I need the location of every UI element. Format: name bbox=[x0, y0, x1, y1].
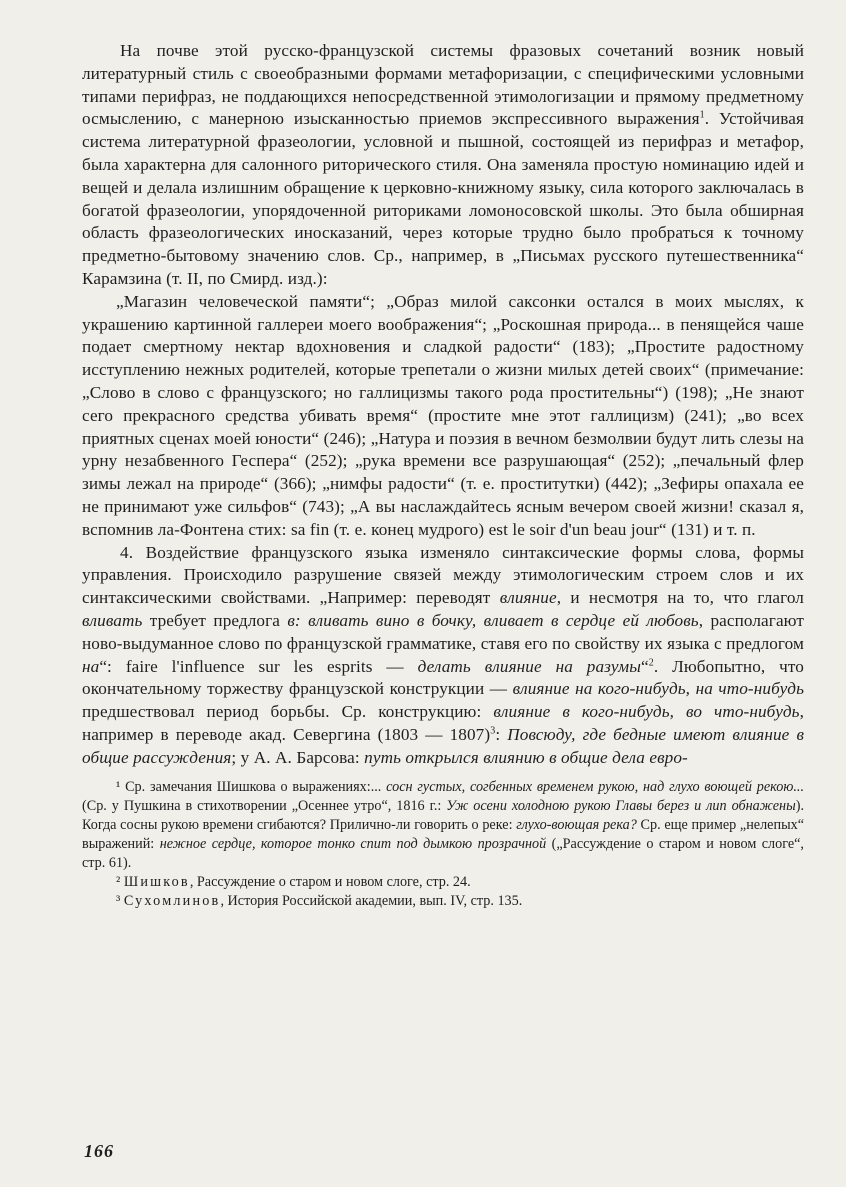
footnote-author: Сухомлинов bbox=[123, 892, 221, 909]
italic-term: вливать bbox=[82, 610, 143, 630]
paragraph bbox=[82, 40, 804, 291]
italic-example: Повсюду, где бедные имеют влияние в общие рассуждения bbox=[82, 724, 805, 767]
italic-term: на bbox=[82, 656, 100, 676]
footnote-2 bbox=[82, 873, 804, 892]
text-run: , История Российской академии, вып. IV, стр. 135. bbox=[220, 892, 523, 909]
text-run: “: faire l'influence sur les esprits — bbox=[99, 656, 418, 676]
main-text bbox=[82, 40, 804, 770]
text-run: требует предлога bbox=[142, 610, 288, 630]
text-run: ¹ Ср. замечания Шишкова о выражениях:... bbox=[116, 778, 387, 795]
text-run: (Ср. у Пушкина в стихотворении „Осеннее утро“, 1816 г.: bbox=[82, 797, 447, 814]
footnote-author: Шишков bbox=[123, 873, 190, 890]
footnote-1 bbox=[82, 778, 804, 873]
italic-term: влияние bbox=[499, 588, 557, 608]
footnote-ref[interactable]: 1 bbox=[699, 109, 705, 121]
italic-example: делать влияние на разумы bbox=[417, 656, 641, 676]
text-run: ). Когда сосны рукою времени сгибаются? Прилично-ли говорить о реке: bbox=[82, 797, 804, 833]
footnote-3 bbox=[82, 892, 804, 911]
quotation-paragraph: „Магазин человеческой памяти“; „Образ милой саксонки остался в моих мыслях, к украшению картинной галлереи моего воображения“; „Роскошная природа... в пенящейся чаше подает смертному нектар вдохновения и сладкой радости“ (183); „Простите радостному исступлению нежных родителей, которые трепетали о жизни милых детей своих“ (примечание: „Слово в слово с французского; но галлицизмы такого рода простительны“) (198); „Не знают сего прекрасного средства убивать время“ (простите мне этот галлицизм) (241); „во всех приятных сценах моей юности“ (246); „Натура и поэзия в вечном безмолвии будут лить слезы на урну незабвенного Геспера“ (252); „рука времени все разрушающая“ (252); „печальный флер зимы лежал на природе“ (366); „нимфы радости“ (т. е. проститутки) (442); „Зефиры опахала ее не принимают уже сильфов“ (743); „А вы наслаждайтесь ясным вечером своей жизни! сказал я, вспомнив ла-Фонтена стих: sa fin (т. е. конец мудрого) est le soir d'un beau jour“ (131) и т. п. bbox=[82, 291, 804, 539]
text-run: („Рассуждение о старом и новом слоге“, стр. 61). bbox=[82, 835, 804, 871]
page-number: 166 bbox=[84, 1141, 114, 1161]
text-run: , например в переводе акад. Севергина (1803 — 1807) bbox=[82, 702, 804, 744]
italic-example: влияние на кого-нибудь, на что-нибудь bbox=[512, 679, 804, 699]
text-run: , и несмотря на то, что глагол bbox=[556, 588, 804, 608]
italic-example: в: вливать вино в бочку, вливает в сердце ей любовь bbox=[287, 610, 699, 630]
italic-example: нежное сердце, которое тонко спит под дымкою прозрачной bbox=[159, 835, 547, 852]
italic-example: глухо-воющая река? bbox=[516, 816, 637, 833]
italic-example: Уж осени холодною рукою Главы берез и лип обнажены bbox=[446, 797, 796, 814]
footnote-number: ³ bbox=[116, 892, 124, 909]
footnote-ref[interactable]: 2 bbox=[648, 656, 654, 668]
text-run: Ср. еще пример „нелепых“ выражений: bbox=[82, 816, 804, 852]
text-run: , Рассуждение о старом и новом слоге, стр. 24. bbox=[189, 873, 471, 890]
text-run: предшествовал период борьбы. Ср. конструкцию: bbox=[82, 702, 494, 722]
footnote-ref[interactable]: 3 bbox=[490, 725, 496, 737]
italic-example: сосн густых, согбенных временем рукою, над глухо воющей рекою... bbox=[386, 778, 804, 795]
footnote-number: ² bbox=[116, 873, 124, 890]
text-run: ; у А. А. Барсова: bbox=[231, 747, 365, 767]
paragraph bbox=[82, 542, 804, 770]
text-run: : bbox=[495, 724, 508, 744]
text-run: “ bbox=[640, 656, 649, 676]
paragraph-text: . Устойчивая система литературной фразеологии, условной и пышной, состоящей из перифраз и метафор, была характерна для салонного риторического стиля. Она заменяла простую номинацию идей и вещей и делала излишним обращение к церковно-книжному языку, сила которого заключалась в богатой фразеологии, упорядоченной риториками ломоносовской школы. Это была обширная область фразеологических иносказаний, через которые трудно было пробраться к точному предметно-бытовому значению слов. Ср., например, в „Письмах русского путешественника“ Карамзина (т. II, по Смирд. изд.): bbox=[82, 109, 804, 288]
text-run: . Любопытно, что окончательному торжеству французской конструкции — bbox=[82, 656, 804, 699]
text-run: 4. Воздействие французского языка изменяло синтаксические формы слова, формы управления. Происходило разрушение связей между этимологическим строем слов и их синтаксическими свойствами. „Например: переводят bbox=[82, 542, 804, 608]
paragraph-text: На почве этой русско-французской системы фразовых сочетаний возник новый литературный стиль с своеобразными формами метафоризации, с специфическими условными типами перифраз, не поддающихся непосредственной этимологизации и прямому предметному осмыслению, с манерною изысканностью приемов экспрессивного выражения bbox=[82, 41, 804, 129]
italic-example: путь открылся влиянию в общие дела евро- bbox=[364, 747, 688, 767]
text-run: , располагают ново-выдуманное слово по французской грамматике, ставя его по свойству их языка с предлогом bbox=[82, 610, 804, 653]
footnotes bbox=[82, 778, 804, 911]
italic-example: влияние в кого-нибудь, во что-нибудь bbox=[493, 702, 800, 722]
footnote-divider bbox=[82, 770, 804, 778]
